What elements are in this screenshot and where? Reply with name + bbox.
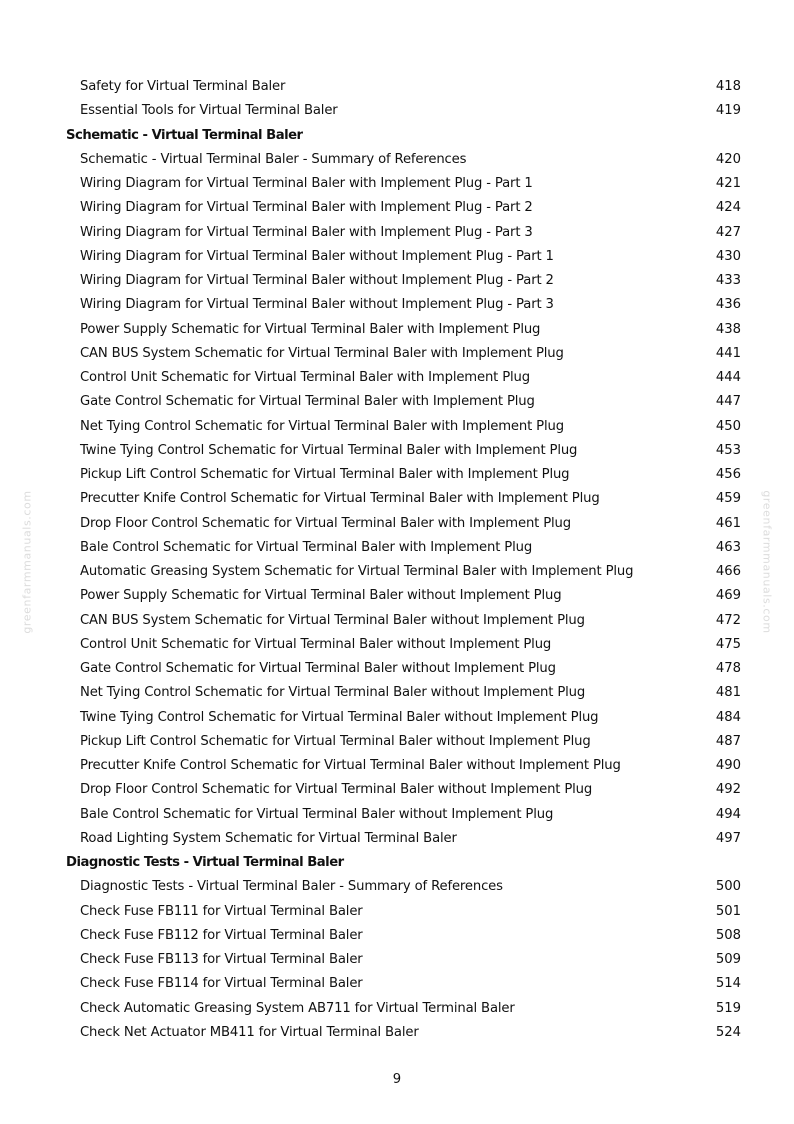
toc-entry-page: 418 (715, 79, 741, 94)
toc-entry-title: Wiring Diagram for Virtual Terminal Baler without Implement Plug - Part 2 (80, 273, 554, 288)
toc-entry-page: 450 (715, 418, 741, 434)
toc-entry-page: 427 (715, 224, 741, 240)
toc-entry-page: 478 (715, 661, 741, 676)
watermark-right: greenfarmmanuals.com (760, 490, 774, 634)
toc-entry-title: Check Net Actuator MB411 for Virtual Terminal Baler (80, 1024, 419, 1040)
toc-entry[interactable] (0, 1021, 794, 1045)
toc-entry-title: Check Fuse FB114 for Virtual Terminal Baler (80, 976, 363, 992)
toc-entry-page: 438 (715, 321, 741, 337)
toc-entry[interactable] (0, 948, 794, 972)
toc-entry-page: 487 (715, 733, 741, 749)
toc-entry-page: 500 (715, 879, 741, 895)
toc-entry[interactable] (0, 900, 794, 924)
toc-entry-page: 492 (715, 782, 741, 798)
toc-entry-title: Control Unit Schematic for Virtual Terminal Baler with Implement Plug (80, 370, 530, 385)
toc-entry-title: Gate Control Schematic for Virtual Terminal Baler without Implement Plug (80, 661, 556, 676)
toc-entry-title: Check Automatic Greasing System AB711 for Virtual Terminal Baler (80, 1000, 515, 1016)
toc-entry-title: Wiring Diagram for Virtual Terminal Baler with Implement Plug - Part 3 (80, 224, 533, 240)
toc-entry[interactable] (0, 245, 794, 269)
toc-entry-title: CAN BUS System Schematic for Virtual Terminal Baler without Implement Plug (80, 612, 585, 628)
toc-entry-page: 444 (715, 370, 741, 385)
toc-entry[interactable] (0, 196, 794, 220)
toc-entry-title: Diagnostic Tests - Virtual Terminal Baler - Summary of References (80, 879, 503, 895)
toc-entry-page: 508 (715, 927, 741, 943)
toc-entry[interactable] (0, 681, 794, 705)
toc-entry-page: 514 (715, 976, 741, 992)
toc-entry-page: 475 (715, 636, 741, 652)
toc-entry-title: Automatic Greasing System Schematic for Virtual Terminal Baler with Implement Plug (80, 564, 634, 579)
toc-entry-page: 447 (715, 394, 741, 410)
toc-entry[interactable] (0, 536, 794, 560)
toc-entry[interactable] (0, 293, 794, 317)
toc-entry[interactable] (0, 706, 794, 730)
toc-entry-title: Drop Floor Control Schematic for Virtual Terminal Baler without Implement Plug (80, 782, 593, 798)
toc-entry-page: 441 (715, 345, 741, 361)
toc-entry-title: Gate Control Schematic for Virtual Terminal Baler with Implement Plug (80, 394, 535, 410)
toc-entry-title: Road Lighting System Schematic for Virtual Terminal Baler (80, 830, 457, 846)
section-heading-title: Diagnostic Tests - Virtual Terminal Baler (66, 855, 344, 870)
toc-entry-title: Wiring Diagram for Virtual Terminal Baler without Implement Plug - Part 3 (80, 297, 554, 313)
toc-entry-title: Check Fuse FB113 for Virtual Terminal Baler (80, 952, 363, 967)
toc-entry-title: Bale Control Schematic for Virtual Terminal Baler with Implement Plug (80, 539, 533, 555)
toc-entry[interactable] (0, 778, 794, 802)
toc-entry[interactable] (0, 439, 794, 463)
toc-entry-title: Net Tying Control Schematic for Virtual Terminal Baler without Implement Plug (80, 685, 586, 701)
toc-section-heading (0, 124, 794, 148)
toc-entry-page: 501 (715, 903, 741, 919)
toc-entry-title: Pickup Lift Control Schematic for Virtual Terminal Baler without Implement Plug (80, 733, 591, 749)
toc-entry-page: 509 (715, 952, 741, 967)
toc-entry-title: Power Supply Schematic for Virtual Terminal Baler with Implement Plug (80, 321, 541, 337)
table-of-contents (0, 75, 794, 1045)
toc-entry-title: Bale Control Schematic for Virtual Terminal Baler without Implement Plug (80, 806, 554, 822)
toc-entry-page: 420 (715, 151, 741, 167)
toc-entry[interactable] (0, 512, 794, 536)
toc-entry[interactable] (0, 99, 794, 123)
toc-entry-page: 494 (715, 806, 741, 822)
toc-entry[interactable] (0, 415, 794, 439)
toc-entry-page: 433 (715, 273, 741, 288)
toc-entry-page: 459 (715, 491, 741, 507)
toc-entry[interactable] (0, 342, 794, 366)
toc-entry[interactable] (0, 754, 794, 778)
toc-entry-page: 424 (715, 200, 741, 216)
toc-entry-page: 463 (715, 539, 741, 555)
toc-entry[interactable] (0, 366, 794, 390)
toc-entry[interactable] (0, 803, 794, 827)
toc-entry[interactable] (0, 633, 794, 657)
toc-entry-page: 456 (715, 467, 741, 482)
page-number: 9 (392, 1072, 402, 1087)
toc-entry-title: Net Tying Control Schematic for Virtual Terminal Baler with Implement Plug (80, 418, 564, 434)
toc-entry[interactable] (0, 875, 794, 899)
toc-entry-title: Check Fuse FB111 for Virtual Terminal Baler (80, 903, 363, 919)
toc-entry-page: 484 (715, 709, 741, 725)
toc-entry-title: Essential Tools for Virtual Terminal Baler (80, 103, 338, 119)
toc-entry-title: Wiring Diagram for Virtual Terminal Baler with Implement Plug - Part 2 (80, 200, 533, 216)
toc-entry[interactable] (0, 972, 794, 996)
toc-entry[interactable] (0, 584, 794, 608)
toc-entry[interactable] (0, 827, 794, 851)
toc-entry-title: Control Unit Schematic for Virtual Terminal Baler without Implement Plug (80, 636, 552, 652)
toc-entry[interactable] (0, 75, 794, 99)
toc-entry-page: 497 (715, 830, 741, 846)
toc-entry[interactable] (0, 172, 794, 196)
toc-entry[interactable] (0, 997, 794, 1021)
toc-entry-title: Safety for Virtual Terminal Baler (80, 79, 286, 94)
toc-entry[interactable] (0, 657, 794, 681)
toc-entry-title: Schematic - Virtual Terminal Baler - Summary of References (80, 151, 467, 167)
toc-entry-page: 461 (715, 515, 741, 531)
toc-entry-title: Precutter Knife Control Schematic for Virtual Terminal Baler with Implement Plug (80, 491, 600, 507)
toc-entry[interactable] (0, 560, 794, 584)
toc-entry-page: 453 (715, 442, 741, 458)
toc-entry-page: 466 (715, 564, 741, 579)
toc-entry-title: Precutter Knife Control Schematic for Virtual Terminal Baler without Implement Plug (80, 758, 621, 773)
toc-entry-page: 469 (715, 588, 741, 604)
toc-entry-page: 419 (715, 103, 741, 119)
toc-entry-title: Twine Tying Control Schematic for Virtual Terminal Baler without Implement Plug (80, 709, 599, 725)
toc-entry-page: 519 (715, 1000, 741, 1016)
toc-section-heading (0, 851, 794, 875)
section-heading-title: Schematic - Virtual Terminal Baler (66, 127, 303, 143)
toc-entry-page: 436 (715, 297, 741, 313)
toc-entry-page: 421 (715, 176, 741, 191)
toc-entry-title: Power Supply Schematic for Virtual Terminal Baler without Implement Plug (80, 588, 562, 604)
toc-entry[interactable] (0, 221, 794, 245)
toc-entry[interactable] (0, 924, 794, 948)
toc-entry[interactable] (0, 609, 794, 633)
toc-entry-page: 524 (715, 1024, 741, 1040)
toc-entry-title: Pickup Lift Control Schematic for Virtual Terminal Baler with Implement Plug (80, 467, 570, 482)
toc-entry[interactable] (0, 148, 794, 172)
toc-entry[interactable] (0, 390, 794, 414)
toc-entry-page: 430 (715, 248, 741, 264)
toc-entry[interactable] (0, 463, 794, 487)
toc-entry-title: Wiring Diagram for Virtual Terminal Baler without Implement Plug - Part 1 (80, 248, 554, 264)
watermark-left: greenfarmmanuals.com (20, 490, 34, 634)
toc-entry[interactable] (0, 487, 794, 511)
toc-entry-title: Wiring Diagram for Virtual Terminal Baler with Implement Plug - Part 1 (80, 176, 533, 191)
toc-entry-page: 490 (715, 758, 741, 773)
toc-entry-title: Twine Tying Control Schematic for Virtual Terminal Baler with Implement Plug (80, 442, 578, 458)
toc-entry[interactable] (0, 730, 794, 754)
toc-entry-title: CAN BUS System Schematic for Virtual Terminal Baler with Implement Plug (80, 345, 564, 361)
toc-entry[interactable] (0, 269, 794, 293)
toc-entry-page: 481 (715, 685, 741, 701)
toc-entry[interactable] (0, 318, 794, 342)
toc-entry-title: Drop Floor Control Schematic for Virtual Terminal Baler with Implement Plug (80, 515, 571, 531)
toc-entry-page: 472 (715, 612, 741, 628)
toc-entry-title: Check Fuse FB112 for Virtual Terminal Baler (80, 927, 363, 943)
